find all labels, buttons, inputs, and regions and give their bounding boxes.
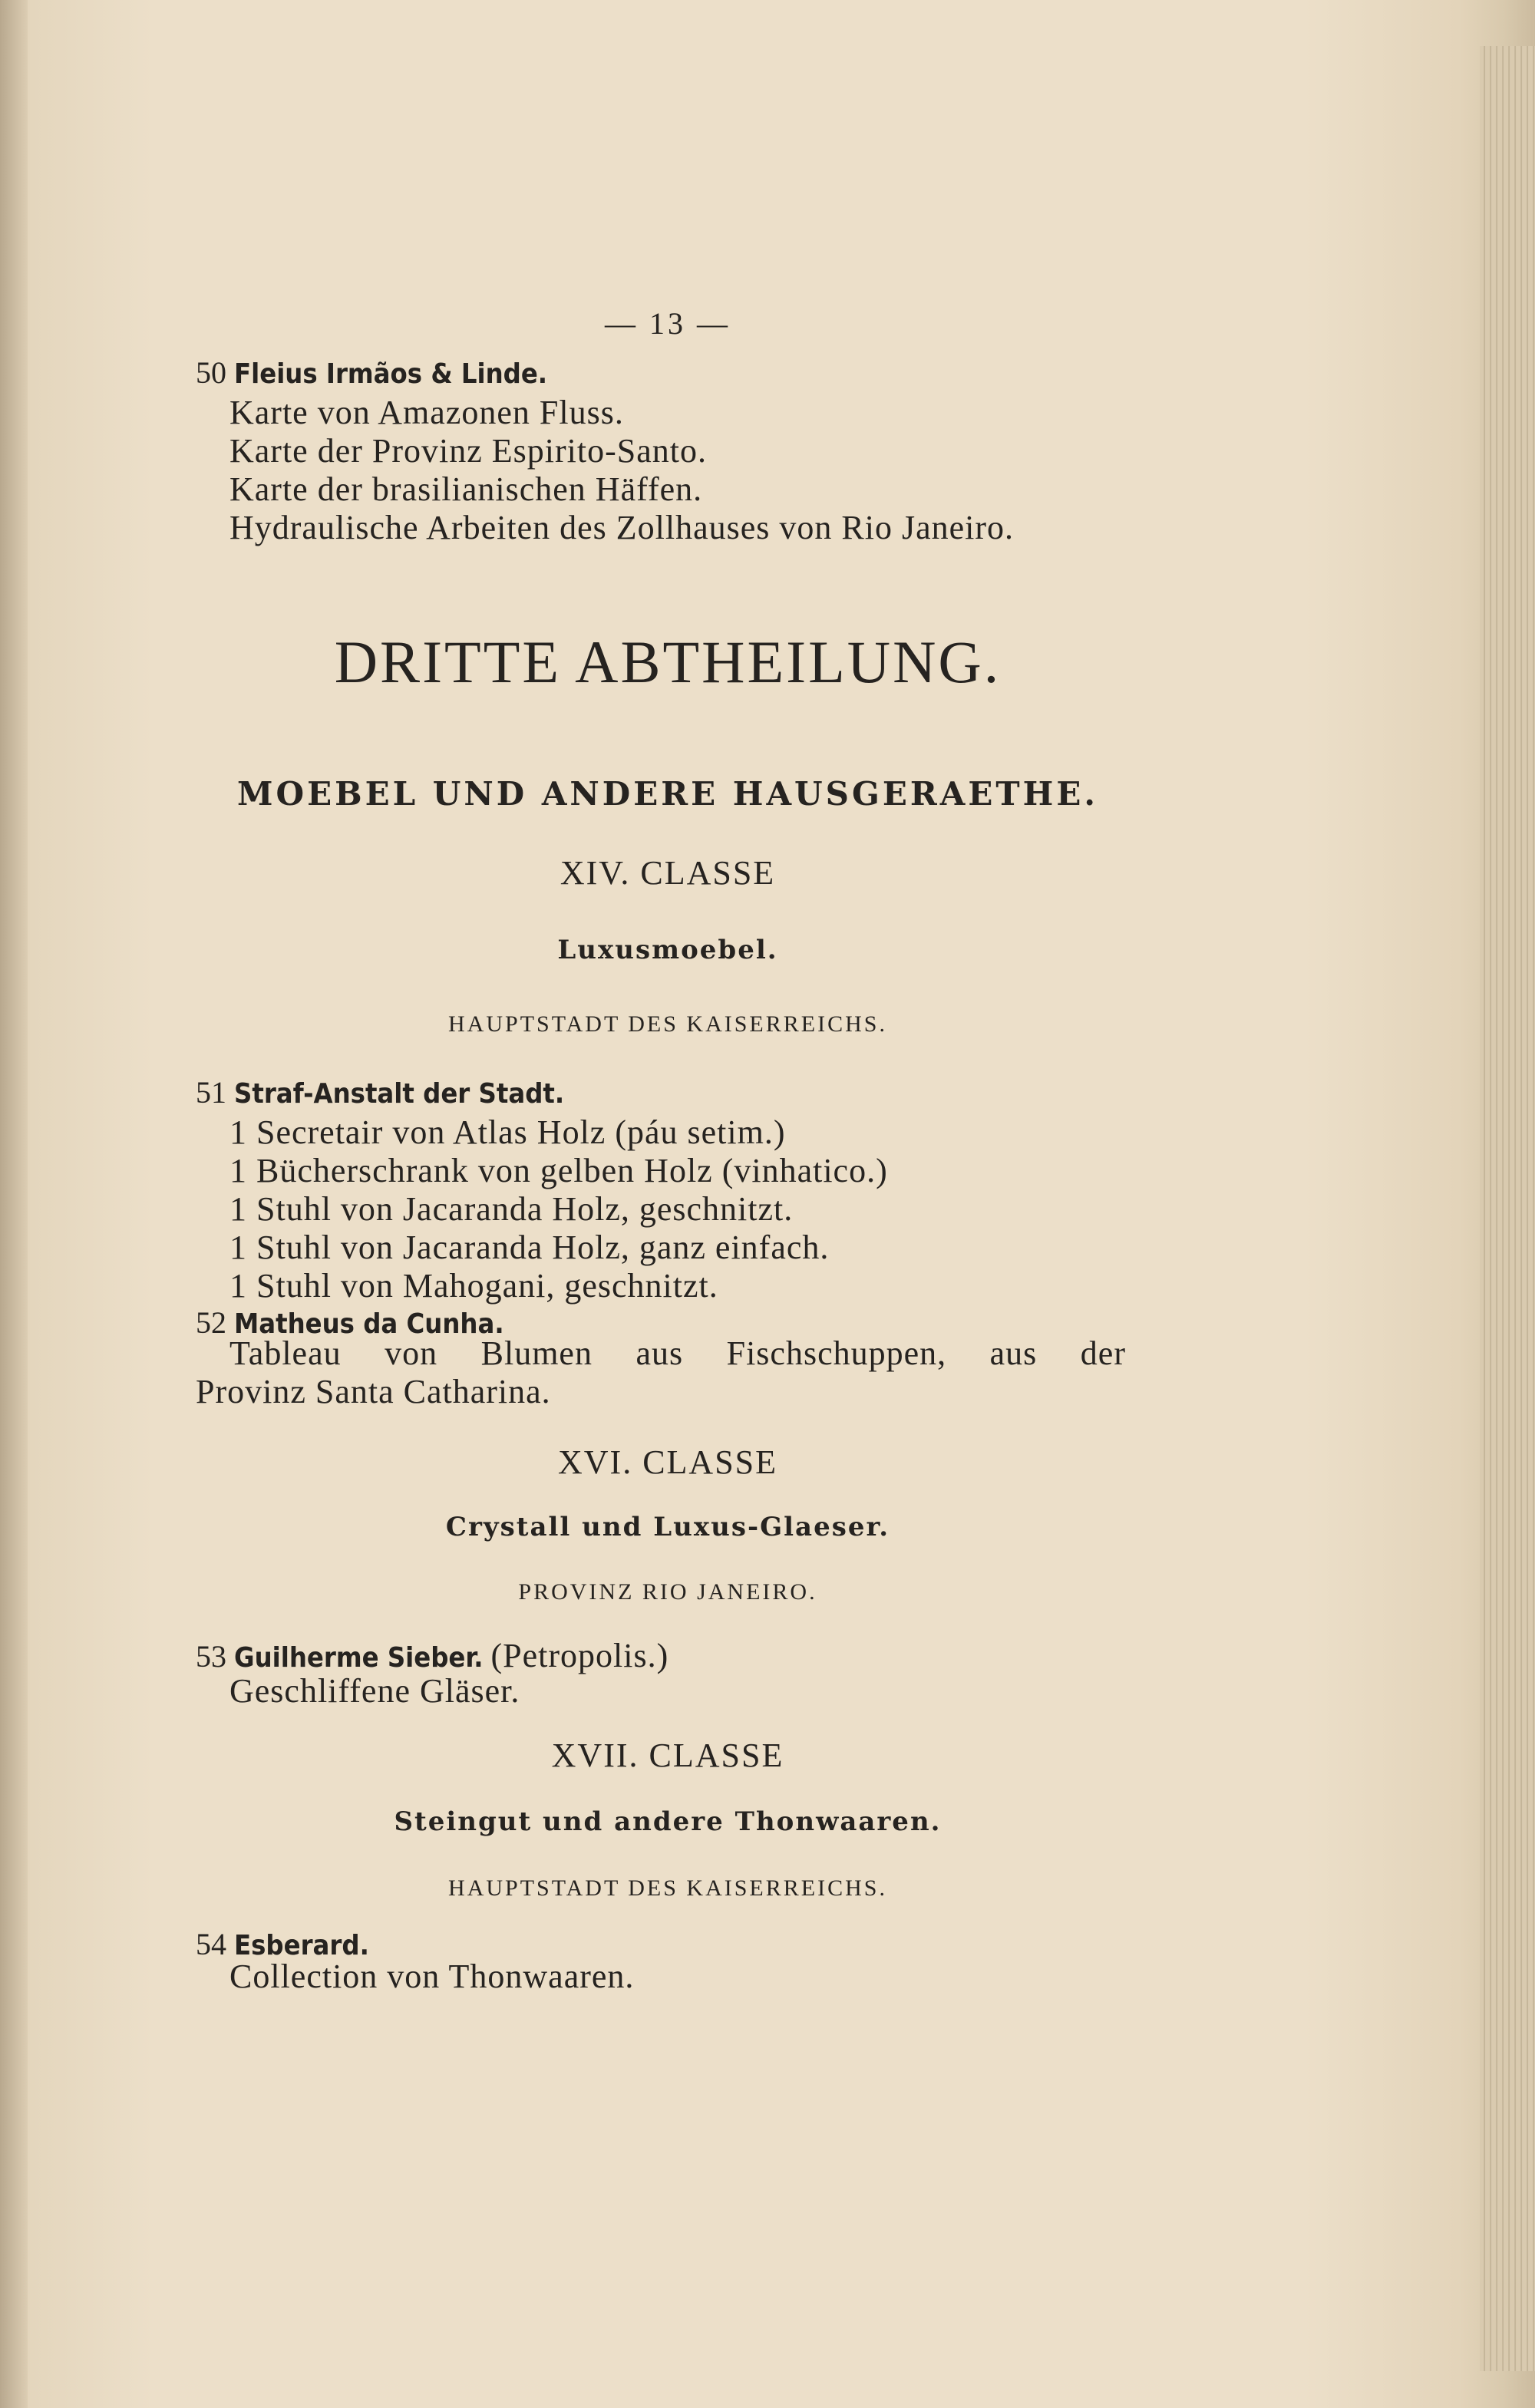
entry-51-heading (196, 1074, 564, 1110)
class-title: XIV. CLASSE (560, 854, 776, 892)
word: aus (989, 1334, 1038, 1372)
binding-shadow (0, 0, 28, 2408)
word: der (1080, 1334, 1126, 1372)
class-title: XVII. CLASSE (551, 1737, 784, 1774)
page-number: — 13 — (605, 306, 731, 341)
class-title: XVI. CLASSE (557, 1443, 778, 1481)
word: Tableau (229, 1334, 342, 1372)
entry-51-item: 1 Secretair von Atlas Holz (páu setim.) (229, 1113, 786, 1151)
region-heading: PROVINZ RIO JANEIRO. (518, 1579, 817, 1605)
exhibitor-name: Esberard. (234, 1930, 369, 1961)
department-title: DRITTE ABTHEILUNG. (334, 628, 1002, 695)
word: von (385, 1334, 438, 1372)
entry-53-heading (196, 1636, 668, 1675)
entry-51-item: 1 Stuhl von Mahogani, geschnitzt. (229, 1267, 718, 1305)
exhibitor-name: Guilherme Sieber. (234, 1642, 484, 1674)
class-subtitle: Crystall und Luxus-Glaeser. (445, 1512, 890, 1542)
entry-50-item: Karte von Amazonen Fluss. (229, 394, 624, 431)
region-heading: HAUPTSTADT DES KAISERREICHS. (448, 1875, 887, 1901)
entry-number: 50 (196, 355, 226, 390)
entry-number: 51 (196, 1075, 226, 1110)
page-edges (1480, 46, 1535, 2371)
word: Fischschuppen, (726, 1334, 947, 1372)
class-subtitle: Luxusmoebel. (557, 935, 778, 965)
entry-number: 53 (196, 1639, 226, 1674)
word: aus (635, 1334, 684, 1372)
class-subtitle: Steingut und andere Thonwaaren. (394, 1806, 942, 1837)
exhibitor-name: Matheus da Cunha. (234, 1308, 504, 1340)
entry-51-item: 1 Stuhl von Jacaranda Holz, geschnitzt. (229, 1190, 794, 1228)
page-content (196, 0, 1140, 2408)
exhibitor-name: Fleius Irmãos & Linde. (234, 358, 548, 390)
entry-number: 54 (196, 1927, 226, 1961)
entry-54-item: Collection von Thonwaaren. (229, 1958, 635, 1995)
region-heading: HAUPTSTADT DES KAISERREICHS. (448, 1011, 887, 1037)
exhibitor-name: Straf-Anstalt der Stadt. (234, 1078, 565, 1110)
entry-52-description (196, 1334, 1126, 1373)
entry-50-item: Hydraulische Arbeiten des Zollhauses von Rio Janeiro. (229, 509, 1015, 546)
entry-50-heading (196, 355, 547, 391)
word: Blumen (480, 1334, 593, 1372)
entry-51-item: 1 Stuhl von Jacaranda Holz, ganz einfach. (229, 1229, 830, 1266)
entry-50-item: Karte der brasilianischen Häffen. (229, 470, 703, 508)
exhibitor-place: (Petropolis.) (490, 1637, 669, 1674)
entry-50-item: Karte der Provinz Espirito-Santo. (229, 432, 707, 470)
entry-53-item: Geschliffene Gläser. (229, 1672, 520, 1710)
entry-number: 52 (196, 1305, 226, 1340)
entry-52-description-cont: Provinz Santa Catharina. (196, 1373, 551, 1410)
department-subtitle: MOEBEL UND ANDERE HAUSGERAETHE. (237, 775, 1098, 813)
entry-51-item: 1 Bücherschrank von gelben Holz (vinhatico.) (229, 1152, 888, 1189)
